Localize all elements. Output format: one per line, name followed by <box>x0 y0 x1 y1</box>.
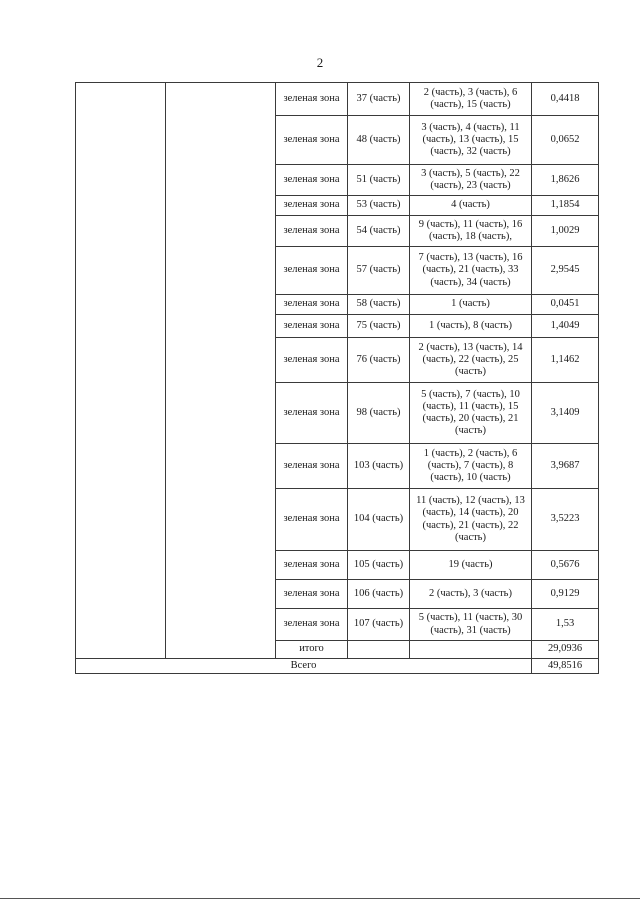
area-cell: 3,1409 <box>532 383 599 444</box>
plots-cell: 2 (часть), 3 (часть) <box>410 580 532 609</box>
area-cell: 0,0451 <box>532 295 599 315</box>
area-cell: 1,53 <box>532 609 599 641</box>
area-cell: 0,0652 <box>532 116 599 165</box>
zone-cell: зеленая зона <box>276 338 348 383</box>
zone-cell: зеленая зона <box>276 315 348 338</box>
zone-cell: зеленая зона <box>276 609 348 641</box>
quarter-cell: 106 (часть) <box>348 580 410 609</box>
page-number: 2 <box>316 55 324 70</box>
zone-cell: зеленая зона <box>276 551 348 580</box>
zone-cell: зеленая зона <box>276 444 348 489</box>
quarter-cell: 103 (часть) <box>348 444 410 489</box>
quarter-cell: 54 (часть) <box>348 216 410 247</box>
plots-cell: 7 (часть), 13 (часть), 16 (часть), 21 (часть), 33 (часть), 34 (часть) <box>410 247 532 295</box>
quarter-cell: 48 (часть) <box>348 116 410 165</box>
zone-cell: зеленая зона <box>276 216 348 247</box>
plots-cell: 2 (часть), 13 (часть), 14 (часть), 22 (часть), 25 (часть) <box>410 338 532 383</box>
quarter-cell: 98 (часть) <box>348 383 410 444</box>
grand-total-row <box>76 659 599 674</box>
area-cell: 2,9545 <box>532 247 599 295</box>
plots-cell: 19 (часть) <box>410 551 532 580</box>
plots-cell: 5 (часть), 7 (часть), 10 (часть), 11 (часть), 15 (часть), 20 (часть), 21 (часть) <box>410 383 532 444</box>
quarter-cell: 57 (часть) <box>348 247 410 295</box>
zone-cell: зеленая зона <box>276 116 348 165</box>
area-cell: 1,0029 <box>532 216 599 247</box>
quarter-cell: 107 (часть) <box>348 609 410 641</box>
grand-total-area: 49,8516 <box>532 659 599 674</box>
plots-cell: 9 (часть), 11 (часть), 16 (часть), 18 (часть), <box>410 216 532 247</box>
page-bottom-rule <box>0 898 640 899</box>
grand-total-label: Всего <box>76 659 532 674</box>
zone-cell: зеленая зона <box>276 489 348 551</box>
table-body <box>76 83 599 674</box>
area-cell: 1,1462 <box>532 338 599 383</box>
quarter-cell: 53 (часть) <box>348 196 410 216</box>
area-cell: 1,8626 <box>532 165 599 196</box>
plots-cell: 3 (часть), 4 (часть), 11 (часть), 13 (часть), 15 (часть), 32 (часть) <box>410 116 532 165</box>
area-cell: 0,5676 <box>532 551 599 580</box>
area-cell: 1,1854 <box>532 196 599 216</box>
plots-cell: 1 (часть) <box>410 295 532 315</box>
empty-column-a <box>76 83 166 659</box>
subtotal-label: итого <box>276 641 348 659</box>
quarter-cell: 51 (часть) <box>348 165 410 196</box>
land-table <box>75 82 599 674</box>
quarter-cell: 104 (часть) <box>348 489 410 551</box>
plots-cell: 1 (часть), 8 (часть) <box>410 315 532 338</box>
plots-cell: 3 (часть), 5 (часть), 22 (часть), 23 (часть) <box>410 165 532 196</box>
zone-cell: зеленая зона <box>276 83 348 116</box>
area-cell: 3,5223 <box>532 489 599 551</box>
quarter-cell: 105 (часть) <box>348 551 410 580</box>
subtotal-empty-cell <box>348 641 410 659</box>
subtotal-area: 29,0936 <box>532 641 599 659</box>
empty-column-b <box>166 83 276 659</box>
quarter-cell: 76 (часть) <box>348 338 410 383</box>
zone-cell: зеленая зона <box>276 383 348 444</box>
zone-cell: зеленая зона <box>276 165 348 196</box>
plots-cell: 2 (часть), 3 (часть), 6 (часть), 15 (часть) <box>410 83 532 116</box>
area-cell: 0,4418 <box>532 83 599 116</box>
area-cell: 0,9129 <box>532 580 599 609</box>
plots-cell: 1 (часть), 2 (часть), 6 (часть), 7 (часть), 8 (часть), 10 (часть) <box>410 444 532 489</box>
zone-cell: зеленая зона <box>276 247 348 295</box>
zone-cell: зеленая зона <box>276 196 348 216</box>
area-cell: 1,4049 <box>532 315 599 338</box>
zone-cell: зеленая зона <box>276 580 348 609</box>
subtotal-empty-cell <box>410 641 532 659</box>
quarter-cell: 75 (часть) <box>348 315 410 338</box>
plots-cell: 11 (часть), 12 (часть), 13 (часть), 14 (часть), 20 (часть), 21 (часть), 22 (часть) <box>410 489 532 551</box>
plots-cell: 5 (часть), 11 (часть), 30 (часть), 31 (часть) <box>410 609 532 641</box>
table-row <box>76 83 599 116</box>
zone-cell: зеленая зона <box>276 295 348 315</box>
plots-cell: 4 (часть) <box>410 196 532 216</box>
quarter-cell: 37 (часть) <box>348 83 410 116</box>
area-cell: 3,9687 <box>532 444 599 489</box>
quarter-cell: 58 (часть) <box>348 295 410 315</box>
